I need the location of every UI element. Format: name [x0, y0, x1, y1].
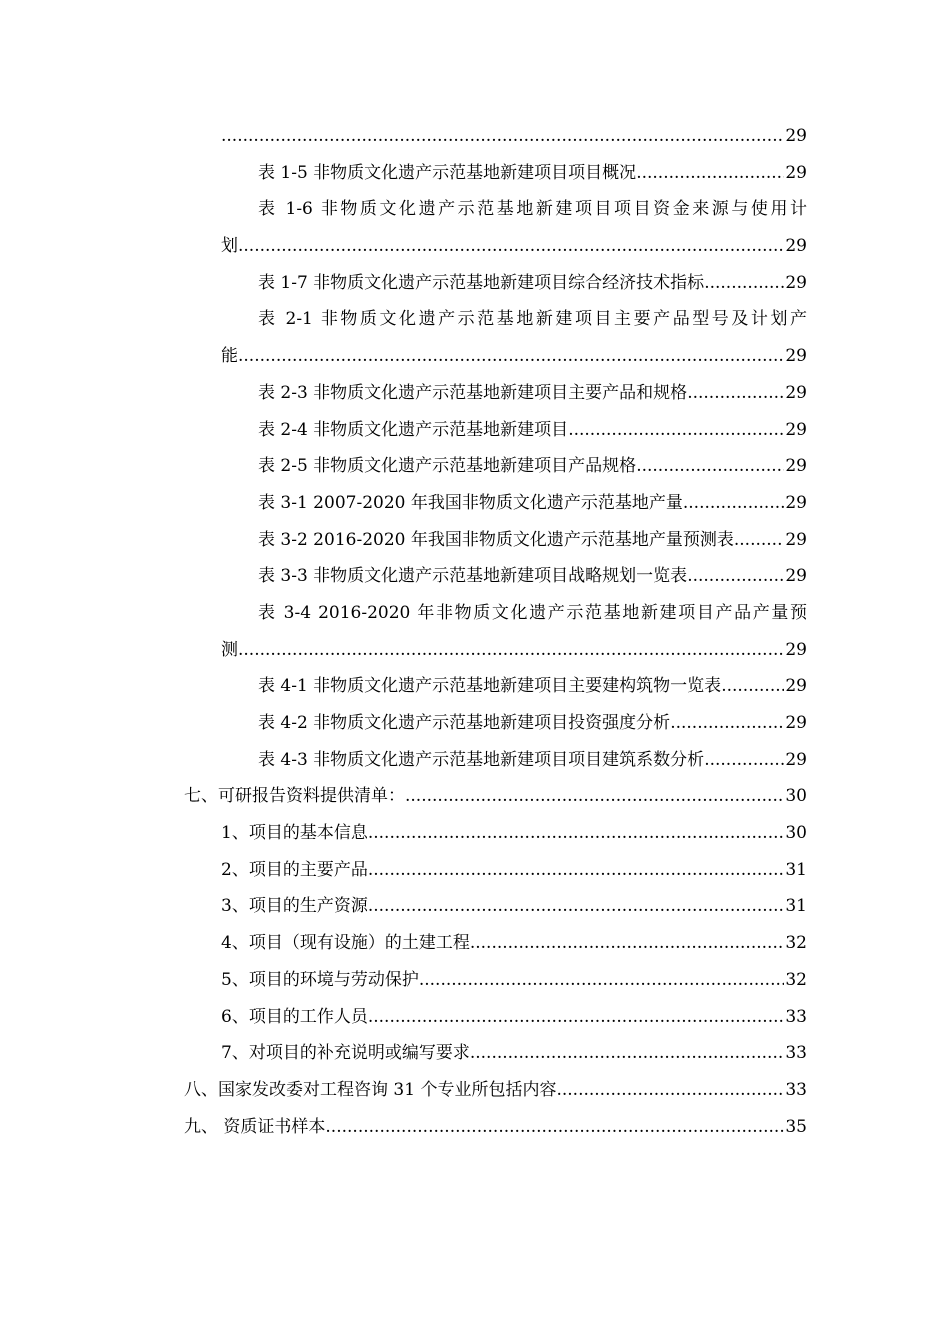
toc-entry-text: 能: [221, 346, 238, 367]
toc-entry: [0, 155, 950, 192]
toc-entry-head: [0, 191, 950, 228]
toc-leader-dots: [221, 118, 784, 155]
toc-page-number: 29: [785, 126, 807, 146]
toc-entry: [0, 375, 950, 412]
toc-line: [221, 888, 807, 925]
toc-entry-wrapped-text: 表 3-4 2016-2020 年非物质文化遗产示范基地新建项目产品产量预: [258, 602, 807, 623]
toc-leader-dots: [325, 1109, 784, 1146]
toc-entry: [0, 485, 950, 522]
toc-entry-text: 测: [221, 639, 238, 660]
toc-entry: [0, 338, 950, 375]
toc-leader-dots: [704, 742, 784, 779]
toc-entry-text: 九、 资质证书样本: [184, 1116, 326, 1137]
toc-line: [221, 999, 807, 1036]
toc-page-number: 33: [785, 1043, 807, 1064]
toc-page-number: 29: [785, 419, 807, 440]
toc-line: [258, 265, 807, 302]
toc-entry: [0, 265, 950, 302]
toc-leader-dots: [556, 1072, 784, 1109]
toc-entry: [0, 888, 950, 925]
toc-entry: [0, 632, 950, 669]
toc-entry-text: 7、对项目的补充说明或编写要求: [221, 1043, 470, 1064]
toc-page-number: 29: [785, 492, 807, 513]
toc-leader-dots: [683, 485, 785, 522]
toc-line: [258, 412, 807, 449]
toc-entry-wrapped-text: 表 2-1 非物质文化遗产示范基地新建项目主要产品型号及计划产: [258, 309, 807, 330]
toc-entry-head: [0, 595, 950, 632]
toc-entry-text: 表 4-3 非物质文化遗产示范基地新建项目项目建筑系数分析: [258, 749, 705, 770]
toc-line: [258, 375, 807, 412]
toc-entry: [0, 925, 950, 962]
toc-page-number: 29: [785, 566, 807, 587]
toc-page-number: 29: [785, 713, 807, 733]
toc-entry: [0, 962, 950, 999]
toc-line: [184, 1109, 807, 1146]
toc-line: [221, 962, 807, 999]
toc-leader-dots: [734, 522, 785, 559]
toc-entry-text: 八、国家发改委对工程咨询 31 个专业所包括内容: [184, 1079, 557, 1100]
toc-leader-dots: [670, 705, 784, 742]
toc-leader-dots: [721, 668, 784, 705]
toc-entry: [0, 558, 950, 595]
toc-line: [258, 742, 807, 779]
toc-line: [258, 155, 807, 192]
toc-leader-dots: [238, 228, 784, 265]
toc-leader-dots: [368, 888, 785, 925]
toc-entry: [0, 815, 950, 852]
toc-entry: [0, 412, 950, 449]
toc-page-number: 31: [785, 896, 807, 917]
toc-page-number: 29: [785, 529, 807, 550]
toc-page-number: 29: [785, 676, 807, 697]
toc-leader-dots: [636, 155, 784, 192]
toc-page-number: 32: [785, 969, 807, 990]
toc-entry-text: 七、可研报告资料提供清单：: [184, 786, 405, 807]
toc-leader-dots: [238, 338, 784, 375]
toc-page-number: 33: [785, 1079, 807, 1100]
toc-page-number: 29: [785, 382, 807, 403]
toc-entry-text: 表 3-3 非物质文化遗产示范基地新建项目战略规划一览表: [258, 566, 688, 587]
toc-line: [258, 668, 807, 705]
toc-line: [184, 778, 807, 815]
toc-entry: [0, 522, 950, 559]
toc-line: [221, 925, 807, 962]
toc-page-number: 29: [785, 749, 807, 770]
toc-page-number: 30: [785, 823, 807, 844]
toc-line: [258, 705, 807, 742]
toc-page-number: 29: [785, 639, 807, 660]
toc-entry-text: 表 1-5 非物质文化遗产示范基地新建项目项目概况: [258, 162, 637, 183]
toc-entry-text: 5、项目的环境与劳动保护: [221, 969, 419, 990]
toc-line: [221, 338, 807, 375]
toc-line: [221, 815, 807, 852]
table-of-contents: [0, 118, 950, 1145]
toc-entry-head: [0, 301, 950, 338]
toc-entry: [0, 668, 950, 705]
toc-entry-text: 4、项目（现有设施）的土建工程: [221, 933, 470, 954]
toc-page-number: 30: [785, 786, 807, 807]
toc-line: [221, 1035, 807, 1072]
toc-leader-dots: [368, 815, 785, 852]
toc-entry: [0, 118, 950, 155]
toc-line: [221, 228, 807, 265]
toc-page-number: 29: [785, 456, 807, 477]
toc-entry-text: 6、项目的工作人员: [221, 1006, 368, 1027]
toc-entry: [0, 705, 950, 742]
toc-page-number: 29: [785, 162, 807, 183]
toc-line: [258, 485, 807, 522]
toc-entry: [0, 1109, 950, 1146]
toc-line: [221, 852, 807, 889]
toc-page-number: 32: [785, 933, 807, 954]
toc-entry-text: 表 2-4 非物质文化遗产示范基地新建项目: [258, 419, 569, 440]
toc-line: [184, 1072, 807, 1109]
toc-leader-dots: [368, 999, 785, 1036]
toc-leader-dots: [419, 962, 785, 999]
toc-entry: [0, 778, 950, 815]
toc-entry-text: 3、项目的生产资源: [221, 896, 368, 917]
toc-line: [221, 118, 807, 155]
toc-entry: [0, 1035, 950, 1072]
toc-leader-dots: [687, 558, 784, 595]
toc-entry-text: 1、项目的基本信息: [221, 823, 368, 844]
toc-entry: [0, 999, 950, 1036]
toc-entry-text: 表 4-2 非物质文化遗产示范基地新建项目投资强度分析: [258, 713, 671, 733]
toc-leader-dots: [238, 632, 784, 669]
toc-entry-wrapped-text: 表 1-6 非物质文化遗产示范基地新建项目项目资金来源与使用计: [258, 199, 807, 220]
toc-entry-text: 表 1-7 非物质文化遗产示范基地新建项目综合经济技术指标: [258, 272, 705, 293]
toc-entry-text: 划: [221, 236, 238, 257]
toc-line: [258, 448, 807, 485]
toc-entry-text: 表 4-1 非物质文化遗产示范基地新建项目主要建构筑物一览表: [258, 676, 722, 697]
toc-leader-dots: [405, 778, 784, 815]
toc-entry: [0, 1072, 950, 1109]
toc-line: [258, 558, 807, 595]
toc-entry-text: 表 2-5 非物质文化遗产示范基地新建项目产品规格: [258, 456, 637, 477]
toc-leader-dots: [704, 265, 784, 302]
toc-entry: [0, 852, 950, 889]
toc-page-number: 29: [785, 346, 807, 367]
toc-leader-dots: [687, 375, 784, 412]
toc-leader-dots: [368, 852, 785, 889]
toc-page-number: 35: [785, 1116, 807, 1137]
toc-leader-dots: [470, 925, 785, 962]
toc-entry-text: 表 2-3 非物质文化遗产示范基地新建项目主要产品和规格: [258, 382, 688, 403]
toc-entry: [0, 448, 950, 485]
toc-page-number: 29: [785, 236, 807, 257]
toc-page-number: 29: [785, 272, 807, 293]
toc-entry: [0, 742, 950, 779]
toc-page-number: 33: [785, 1006, 807, 1027]
toc-entry-text: 2、项目的主要产品: [221, 859, 368, 880]
toc-entry-text: 表 3-1 2007-2020 年我国非物质文化遗产示范基地产量: [258, 492, 683, 513]
toc-entry-text: 表 3-2 2016-2020 年我国非物质文化遗产示范基地产量预测表: [258, 529, 734, 550]
toc-leader-dots: [470, 1035, 785, 1072]
toc-entry: [0, 228, 950, 265]
toc-line: [258, 522, 807, 559]
toc-line: [221, 632, 807, 669]
toc-leader-dots: [568, 412, 784, 449]
toc-page-number: 31: [785, 859, 807, 880]
toc-leader-dots: [636, 448, 784, 485]
